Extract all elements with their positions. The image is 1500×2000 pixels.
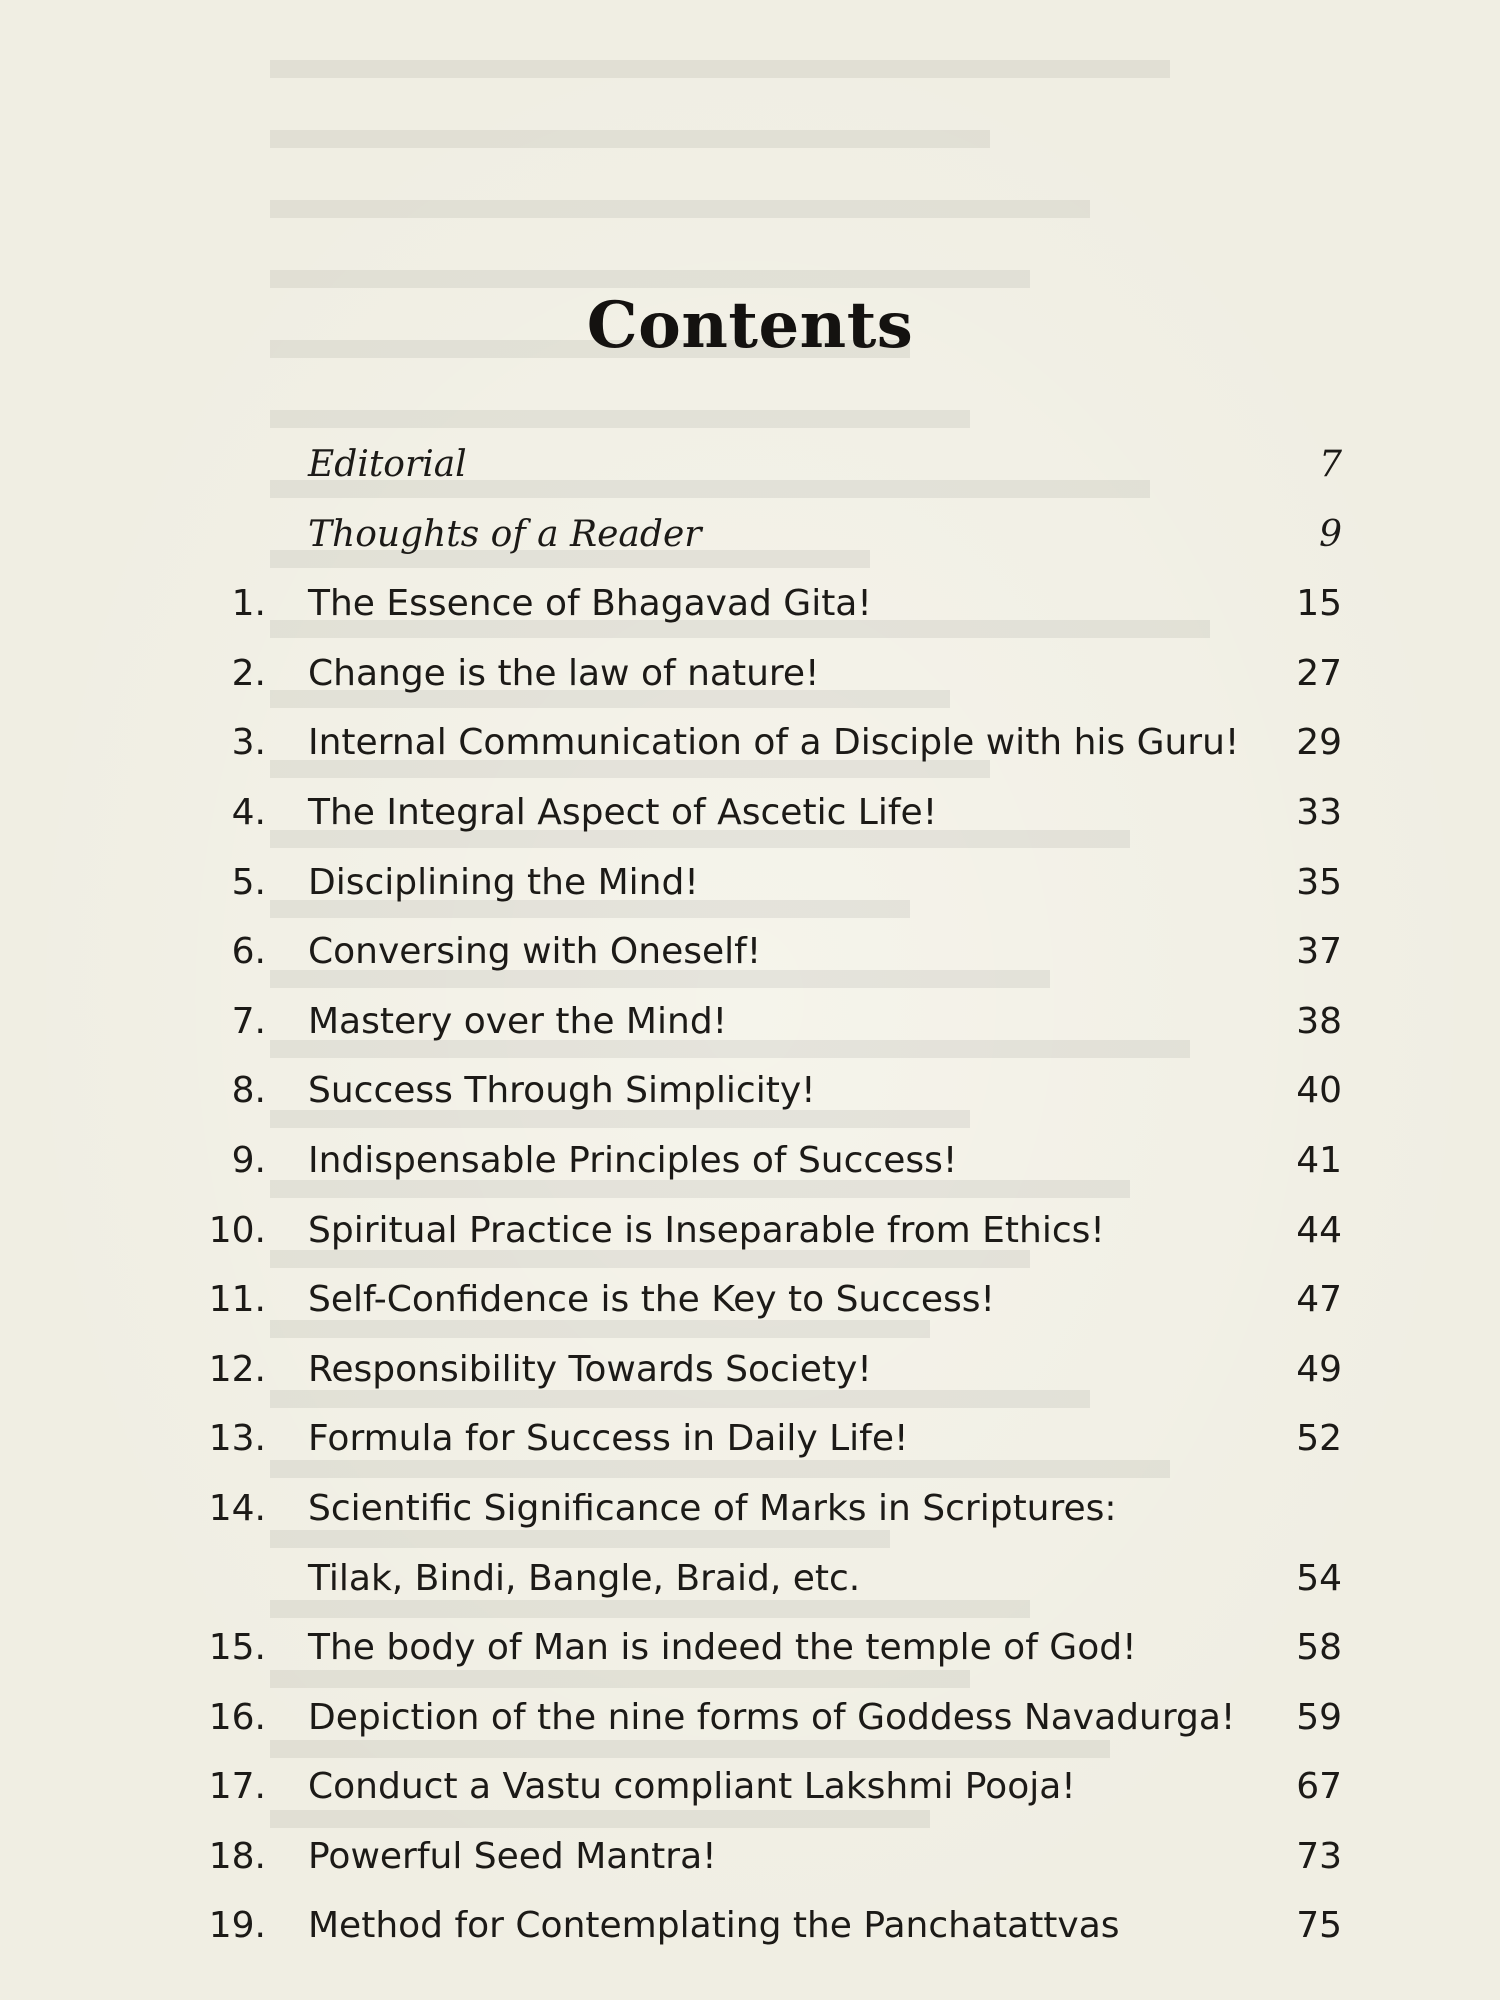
toc-chapter-number: 3. [231,722,266,764]
toc-entry-label: Mastery over the Mind! [308,1000,728,1042]
toc-entry-label: Editorial [308,444,467,485]
toc-entry-page-number: 35 [1296,861,1342,903]
contents-title: Contents [586,288,914,363]
toc-entry-label: Method for Contemplating the Panchatattvas [308,1905,1120,1947]
toc-entry-page-number: 58 [1296,1627,1342,1669]
toc-chapter-number: 4. [231,791,266,833]
toc-entry-page-number: 27 [1296,652,1342,694]
toc-entry-label: Indispensable Principles of Success! [308,1139,958,1181]
toc-chapter-number: 9. [231,1139,266,1181]
toc-entry-label: Success Through Simplicity! [308,1070,816,1112]
toc-chapter-number: 15. [208,1627,266,1669]
toc-chapter-number: 7. [231,1000,266,1042]
toc-entry-chapter-8[interactable] [0,1056,1500,1126]
toc-entry-chapter-19[interactable] [0,1891,1500,1961]
toc-entry-page-number: 49 [1296,1348,1342,1390]
toc-chapter-number: 16. [208,1696,266,1738]
toc-entry-page-number: 33 [1296,791,1342,833]
toc-chapter-number: 10. [208,1209,266,1251]
toc-entry-page-number: 7 [1319,444,1342,485]
toc-entry-page-number: 59 [1296,1696,1342,1738]
toc-entry-chapter-6[interactable] [0,917,1500,987]
toc-chapter-number: 12. [208,1348,266,1390]
toc-entry-chapter-5[interactable] [0,848,1500,918]
toc-entry-chapter-3[interactable] [0,708,1500,778]
toc-entry-label: Conversing with Oneself! [308,931,762,973]
toc-chapter-number: 2. [231,652,266,694]
toc-entry-page-number: 67 [1296,1766,1342,1808]
toc-entry-chapter-15[interactable] [0,1613,1500,1683]
toc-chapter-number: 11. [208,1279,266,1321]
toc-entry-chapter-9[interactable] [0,1126,1500,1196]
toc-entry-label: Spiritual Practice is Inseparable from Ethics! [308,1209,1105,1251]
table-of-contents [0,430,1500,1961]
toc-chapter-number: 19. [208,1905,266,1947]
toc-entry-label: Powerful Seed Mantra! [308,1835,717,1877]
toc-entry-chapter-10[interactable] [0,1196,1500,1266]
toc-entry-chapter-13[interactable] [0,1404,1500,1474]
toc-entry-label: Disciplining the Mind! [308,861,699,903]
toc-entry-chapter-7[interactable] [0,987,1500,1057]
toc-entry-page-number: 44 [1296,1209,1342,1251]
toc-entry-page-number: 9 [1319,513,1342,555]
toc-entry-page-number: 40 [1296,1070,1342,1112]
toc-entry-chapter-4[interactable] [0,778,1500,848]
toc-entry-page-number: 52 [1296,1418,1342,1460]
toc-entry-thoughts-of-a-reader[interactable] [0,500,1500,570]
toc-entry-label: Formula for Success in Daily Life! [308,1418,909,1460]
toc-chapter-number: 17. [208,1766,266,1808]
toc-entry-label: Depiction of the nine forms of Goddess Navadurga! [308,1696,1236,1738]
toc-entry-label: Internal Communication of a Disciple with his Guru! [308,722,1240,764]
toc-entry-page-number: 38 [1296,1000,1342,1042]
toc-chapter-number: 14. [208,1487,266,1529]
toc-entry-page-number: 41 [1296,1139,1342,1181]
toc-entry-label: Self-Confidence is the Key to Success! [308,1279,995,1321]
toc-entry-editorial[interactable] [0,430,1500,500]
toc-entry-label: The body of Man is indeed the temple of God! [308,1627,1137,1669]
toc-entry-label: Conduct a Vastu compliant Lakshmi Pooja! [308,1766,1076,1808]
toc-entry-chapter-2[interactable] [0,639,1500,709]
toc-entry-page-number: 75 [1296,1905,1342,1947]
toc-entry-page-number: 73 [1296,1835,1342,1877]
toc-entry-label: Thoughts of a Reader [308,513,702,555]
toc-entry-chapter-16[interactable] [0,1683,1500,1753]
toc-entry-page-number: 29 [1296,722,1342,764]
toc-chapter-number: 1. [231,583,266,625]
toc-entry-chapter-12[interactable] [0,1335,1500,1405]
toc-entry-page-number: 37 [1296,931,1342,973]
toc-chapter-number: 18. [208,1835,266,1877]
toc-chapter-number: 6. [231,931,266,973]
toc-entry-page-number: 47 [1296,1279,1342,1321]
toc-entry-chapter-11[interactable] [0,1265,1500,1335]
toc-entry-label: The Integral Aspect of Ascetic Life! [308,791,938,833]
toc-chapter-number: 13. [208,1418,266,1460]
toc-entry-chapter-1[interactable] [0,569,1500,639]
toc-entry-chapter-14[interactable] [0,1474,1500,1613]
toc-entry-chapter-18[interactable] [0,1822,1500,1892]
toc-entry-page-number: 54 [1296,1557,1342,1599]
toc-entry-chapter-17[interactable] [0,1752,1500,1822]
toc-entry-page-number: 15 [1296,583,1342,625]
toc-entry-label: Responsibility Towards Society! [308,1348,872,1390]
toc-entry-label: The Essence of Bhagavad Gita! [308,583,872,625]
toc-chapter-number: 8. [231,1070,266,1112]
toc-entry-label: Scientific Significance of Marks in Scriptures: Tilak, Bindi, Bangle, Braid, etc. [308,1487,1117,1599]
toc-entry-label: Change is the law of nature! [308,652,820,694]
toc-chapter-number: 5. [231,861,266,903]
